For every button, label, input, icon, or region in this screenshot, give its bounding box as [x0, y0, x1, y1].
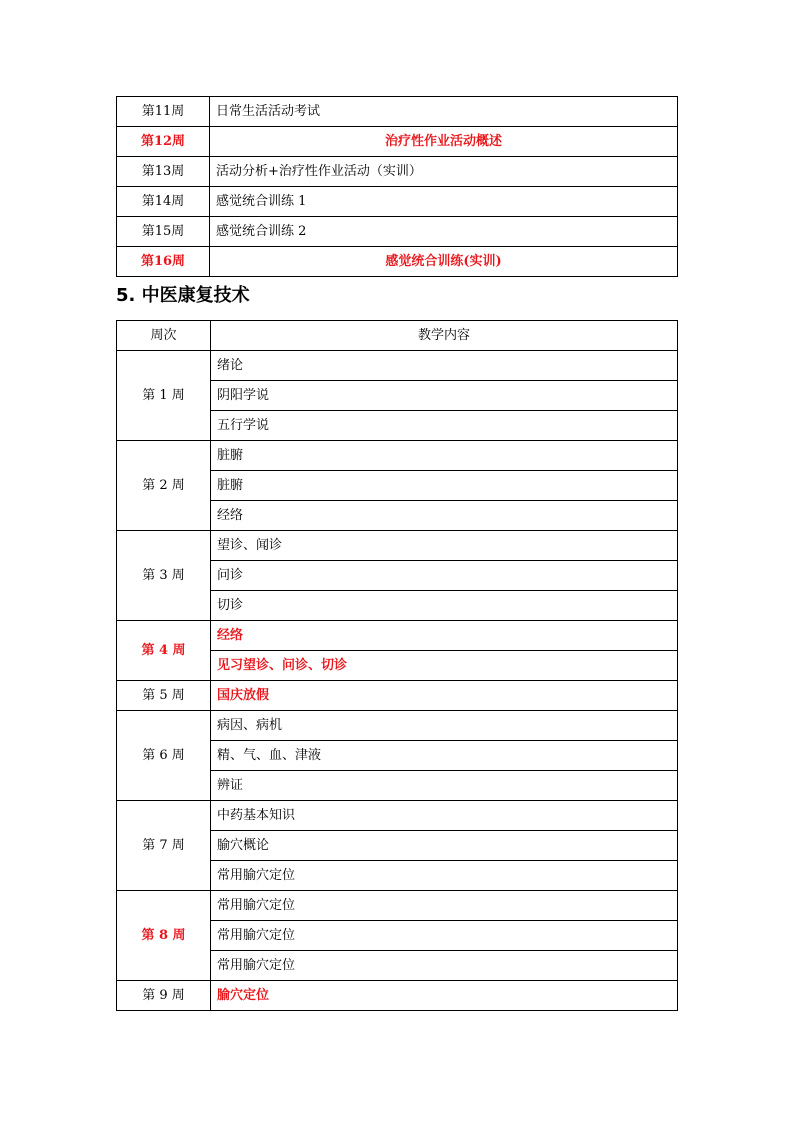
content-cell: 切诊: [211, 591, 678, 621]
table-header-row: [117, 321, 678, 351]
table-row: [117, 801, 678, 831]
content-cell: 国庆放假: [211, 681, 678, 711]
content-cell: 常用腧穴定位: [211, 891, 678, 921]
section-title: 5. 中医康复技术: [116, 285, 250, 306]
content-cell: 感觉统合训练 2: [210, 217, 678, 247]
week-cell: 第 7 周: [117, 801, 211, 891]
header-content: 教学内容: [211, 321, 678, 351]
content-cell: 辨证: [211, 771, 678, 801]
content-cell: 精、气、血、津液: [211, 741, 678, 771]
content-cell: 常用腧穴定位: [211, 951, 678, 981]
week-cell: 第 6 周: [117, 711, 211, 801]
content-cell: 腧穴概论: [211, 831, 678, 861]
week-cell: 第 5 周: [117, 681, 211, 711]
content-cell: 常用腧穴定位: [211, 921, 678, 951]
content-cell: 望诊、闻诊: [211, 531, 678, 561]
table-row: [117, 621, 678, 651]
tcm-rehab-schedule-table: [116, 320, 678, 1011]
week-cell: 第13周: [117, 157, 210, 187]
content-cell: 治疗性作业活动概述: [210, 127, 678, 157]
table-row: [117, 891, 678, 921]
content-cell: 经络: [211, 501, 678, 531]
content-cell: 阴阳学说: [211, 381, 678, 411]
content-cell: 感觉统合训练 1: [210, 187, 678, 217]
table-row: [117, 97, 678, 127]
header-week: 周次: [117, 321, 211, 351]
content-cell: 五行学说: [211, 411, 678, 441]
week-cell: 第 8 周: [117, 891, 211, 981]
content-cell: 感觉统合训练(实训): [210, 247, 678, 277]
table-row: [117, 531, 678, 561]
week-cell: 第 4 周: [117, 621, 211, 681]
content-cell: 腧穴定位: [211, 981, 678, 1011]
content-cell: 常用腧穴定位: [211, 861, 678, 891]
content-cell: 活动分析+治疗性作业活动（实训）: [210, 157, 678, 187]
schedule-table-continued: [116, 96, 678, 277]
content-cell: 日常生活活动考试: [210, 97, 678, 127]
content-cell: 绪论: [211, 351, 678, 381]
week-cell: 第 2 周: [117, 441, 211, 531]
table-row: [117, 247, 678, 277]
week-cell: 第11周: [117, 97, 210, 127]
week-cell: 第15周: [117, 217, 210, 247]
table-row: [117, 187, 678, 217]
table-row: [117, 441, 678, 471]
table-row: [117, 217, 678, 247]
table-row: [117, 981, 678, 1011]
content-cell: 中药基本知识: [211, 801, 678, 831]
table-row: [117, 351, 678, 381]
content-cell: 病因、病机: [211, 711, 678, 741]
content-cell: 问诊: [211, 561, 678, 591]
table-row: [117, 711, 678, 741]
week-cell: 第 9 周: [117, 981, 211, 1011]
week-cell: 第14周: [117, 187, 210, 217]
week-cell: 第 1 周: [117, 351, 211, 441]
week-cell: 第 3 周: [117, 531, 211, 621]
content-cell: 脏腑: [211, 441, 678, 471]
week-cell: 第16周: [117, 247, 210, 277]
table-row: [117, 157, 678, 187]
table-row: [117, 681, 678, 711]
content-cell: 见习望诊、问诊、切诊: [211, 651, 678, 681]
content-cell: 脏腑: [211, 471, 678, 501]
table-row: [117, 127, 678, 157]
content-cell: 经络: [211, 621, 678, 651]
week-cell: 第12周: [117, 127, 210, 157]
